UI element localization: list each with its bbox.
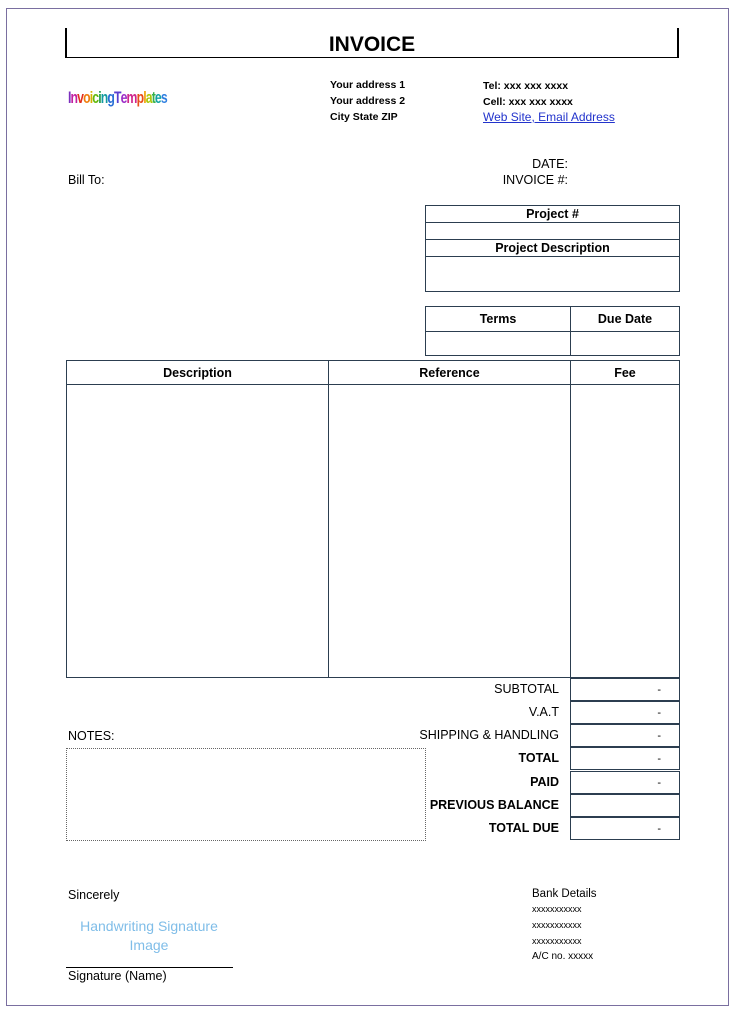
company-logo (68, 88, 167, 108)
logo-letter: i (89, 88, 93, 107)
logo-letter: n (70, 88, 78, 107)
summary-label: PREVIOUS BALANCE (429, 798, 559, 812)
summary-label: V.A.T (528, 705, 559, 719)
date-label: DATE: (532, 157, 568, 171)
description-header: Description (67, 361, 329, 385)
notes-box[interactable] (66, 748, 426, 841)
project-number-header: Project # (426, 206, 680, 223)
address-line-1: Your address 1 (330, 79, 406, 91)
description-column[interactable] (67, 385, 329, 678)
address-line-2: Your address 2 (330, 95, 406, 107)
due-date-header: Due Date (571, 307, 680, 332)
terms-cell[interactable] (426, 332, 571, 356)
logo-letter: l (143, 88, 146, 107)
terms-header: Terms (426, 307, 571, 332)
summary-value[interactable]: - (570, 747, 680, 770)
summary-value[interactable]: - (570, 701, 680, 724)
items-bottom-rule (66, 677, 570, 678)
logo-letter: o (83, 88, 90, 107)
logo-letter: e (120, 88, 127, 107)
bank-account-number: A/C no. xxxxx (532, 951, 594, 962)
tel-text: Tel: xxx xxx xxxx (483, 80, 569, 92)
summary-value[interactable]: - (570, 771, 680, 794)
logo-letter: n (100, 88, 108, 107)
items-table (66, 360, 680, 678)
summary-label: SUBTOTAL (494, 682, 559, 696)
bank-line-1: xxxxxxxxxxx (532, 904, 582, 914)
fee-header: Fee (571, 361, 680, 385)
terms-table (425, 306, 680, 356)
logo-letter: T (113, 88, 121, 107)
reference-column[interactable] (329, 385, 571, 678)
logo-letter: s (160, 88, 167, 107)
bank-details-title: Bank Details (532, 888, 597, 900)
logo-letter: g (107, 88, 114, 107)
project-description-header: Project Description (426, 240, 680, 257)
company-address (330, 77, 405, 125)
bank-details (532, 888, 597, 965)
logo-letter: p (136, 88, 144, 107)
summary-label: TOTAL (518, 751, 559, 765)
summary-label: TOTAL DUE (488, 821, 559, 835)
project-description-cell[interactable] (426, 257, 680, 292)
bank-line-3: xxxxxxxxxxx (532, 936, 582, 946)
logo-letter: e (154, 88, 161, 107)
bill-to-label: Bill To: (68, 173, 105, 187)
cell-text: Cell: xxx xxx xxxx (483, 96, 573, 108)
project-table (425, 205, 680, 292)
notes-label: NOTES: (68, 729, 115, 743)
summary-label: SHIPPING & HANDLING (419, 728, 559, 742)
logo-letter: m (126, 88, 137, 107)
signature-line (66, 967, 233, 968)
address-city: City State ZIP (330, 111, 398, 123)
logo-letter: I (68, 88, 71, 107)
company-contact (483, 78, 573, 110)
project-number-cell[interactable] (426, 223, 680, 240)
sincerely-text: Sincerely (68, 888, 120, 902)
logo-letter: v (77, 88, 84, 107)
invoice-number-label: INVOICE #: (502, 173, 568, 187)
signature-image-line-1: Handwriting Signature (80, 918, 218, 934)
bank-line-2: xxxxxxxxxxx (532, 920, 582, 930)
summary-value[interactable]: - (570, 724, 680, 747)
signature-image-line-2: Image (129, 937, 169, 953)
logo-letter: i (98, 88, 101, 107)
summary-value[interactable]: - (570, 678, 680, 701)
summary-label: PAID (530, 775, 559, 789)
website-email-link[interactable]: Web Site, Email Address (483, 110, 615, 124)
fee-column[interactable] (571, 385, 680, 678)
due-date-cell[interactable] (571, 332, 680, 356)
logo-letter: t (151, 88, 155, 107)
logo-letter: a (145, 88, 152, 107)
signature-name: Signature (Name) (68, 969, 167, 983)
summary-value[interactable] (570, 794, 680, 817)
logo-letter: c (92, 88, 99, 107)
invoice-title: INVOICE (65, 28, 679, 58)
signature-image-placeholder (66, 917, 232, 955)
reference-header: Reference (329, 361, 571, 385)
summary-value[interactable]: - (570, 817, 680, 840)
